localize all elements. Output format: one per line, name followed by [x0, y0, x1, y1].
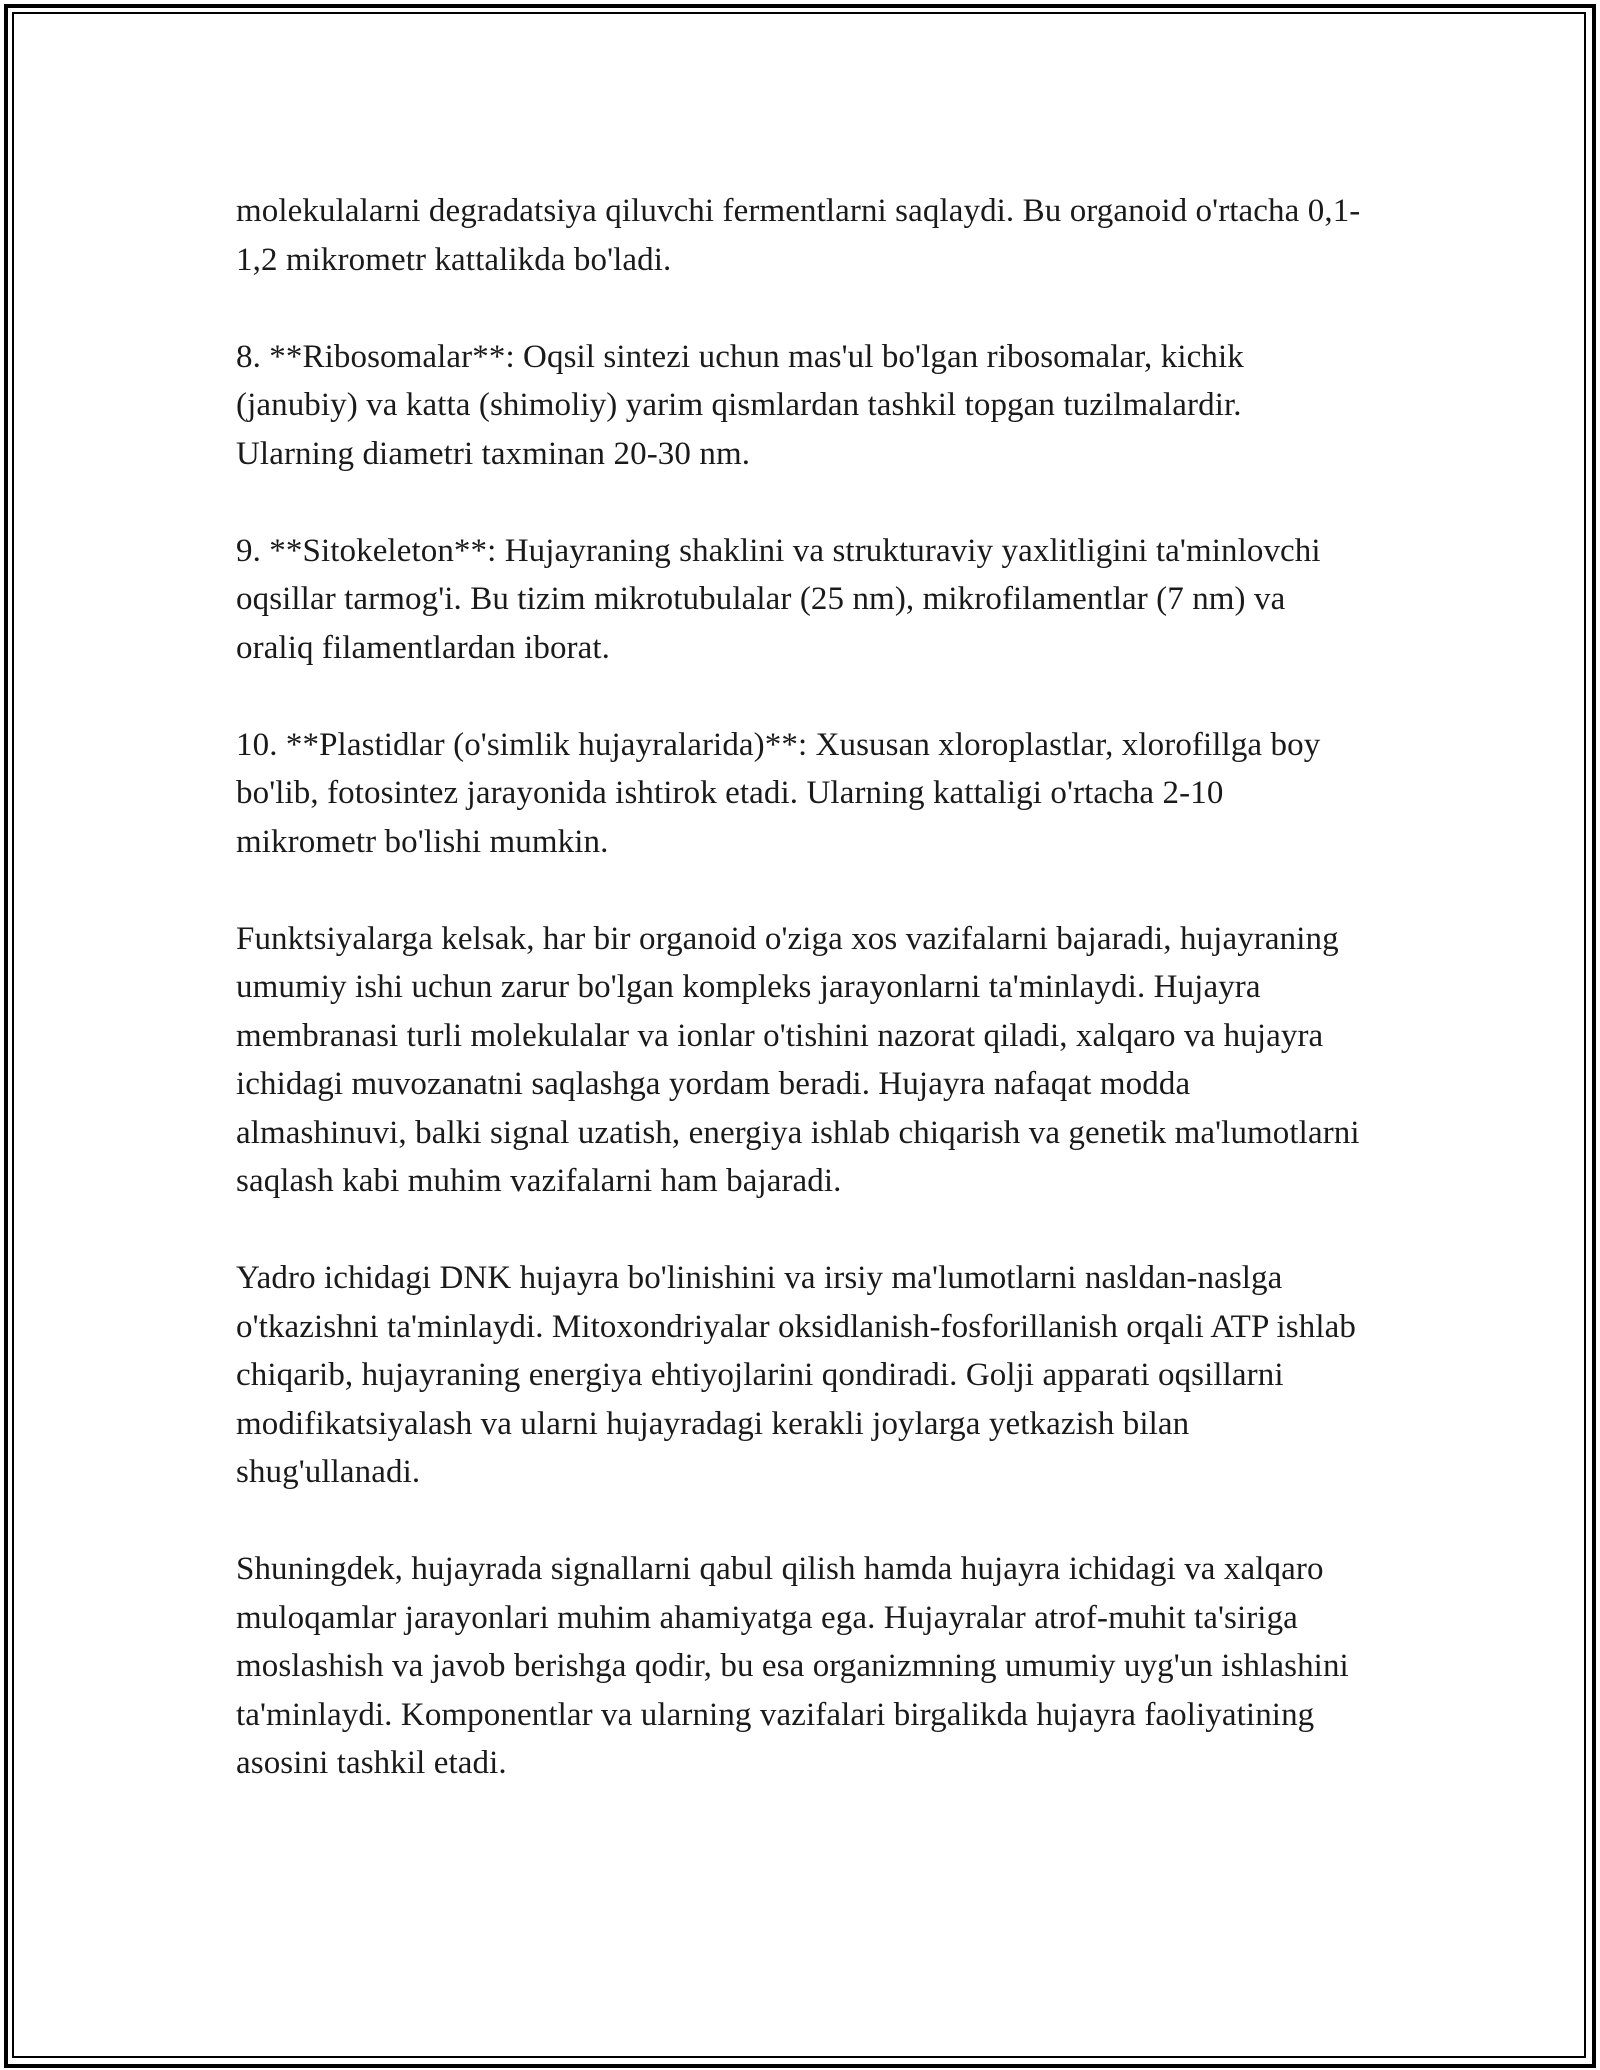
paragraph-signaling: Shuningdek, hujayrada signallarni qabul qilish hamda hujayra ichidagi va xalqaro muloqamlar jarayonlari muhim ahamiyatga ega. Hujayralar atrof-muhit ta'siriga moslashish va javob berishga qodir, bu esa organizmning umumiy uyg'un ishlashini ta'minlaydi. Komponentlar va ularning vazifalari birgalikda hujayra faoliyatining asosini tashkil etadi. — [236, 1551, 1349, 1781]
paragraph-cytoskeleton: 9. **Sitokeleton**: Hujayraning shaklini va strukturaviy yaxlitligini ta'minlovchi oqsillar tarmog'i. Bu tizim mikrotubulalar (25 nm), mikrofilamentlar (7 nm) va oraliq filamentlardan iborat. — [236, 532, 1321, 666]
paragraph-lysosome-continuation: molekulalarni degradatsiya qiluvchi fermentlarni saqlaydi. Bu organoid o'rtacha 0,1-1,2 mikrometr kattalikda bo'ladi. — [236, 193, 1361, 278]
paragraph-functions: Funktsiyalarga kelsak, har bir organoid o'ziga xos vazifalarni bajaradi, hujayraning umumiy ishi uchun zarur bo'lgan kompleks jarayonlarni ta'minlaydi. Hujayra membranasi turli molekulalar va ionlar o'tishini nazorat qiladi, xalqaro va hujayra ichidagi muvozanatni saqlashga yordam beradi. Hujayra nafaqat modda almashinuvi, balki signal uzatish, energiya ishlab chiqarish va genetik ma'lumotlarni saqlash kabi muhim vazifalarni ham bajaradi. — [236, 920, 1360, 1199]
document-body — [236, 187, 1366, 1788]
paragraph-ribosomes: 8. **Ribosomalar**: Oqsil sintezi uchun mas'ul bo'lgan ribosomalar, kichik (janubiy) va katta (shimoliy) yarim qismlardan tashkil topgan tuzilmalardir. Ularning diametri taxminan 20-30 nm. — [236, 338, 1244, 472]
paragraph-plastids: 10. **Plastidlar (o'simlik hujayralarida)**: Xususan xloroplastlar, xlorofillga boy bo'lib, fotosintez jarayonida ishtirok etadi. Ularning kattaligi o'rtacha 2-10 mikrometr bo'lishi mumkin. — [236, 726, 1321, 860]
paragraph-nucleus-dna: Yadro ichidagi DNK hujayra bo'linishini va irsiy ma'lumotlarni nasldan-naslga o'tkazishni ta'minlaydi. Mitoxondriyalar oksidlanish-fosforillanish orqali ATP ishlab chiqarib, hujayraning energiya ehtiyojlarini qondiradi. Golji apparati oqsillarni modifikatsiyalash va ularni hujayradagi kerakli joylarga yetkazish bilan shug'ullanadi. — [236, 1260, 1356, 1490]
